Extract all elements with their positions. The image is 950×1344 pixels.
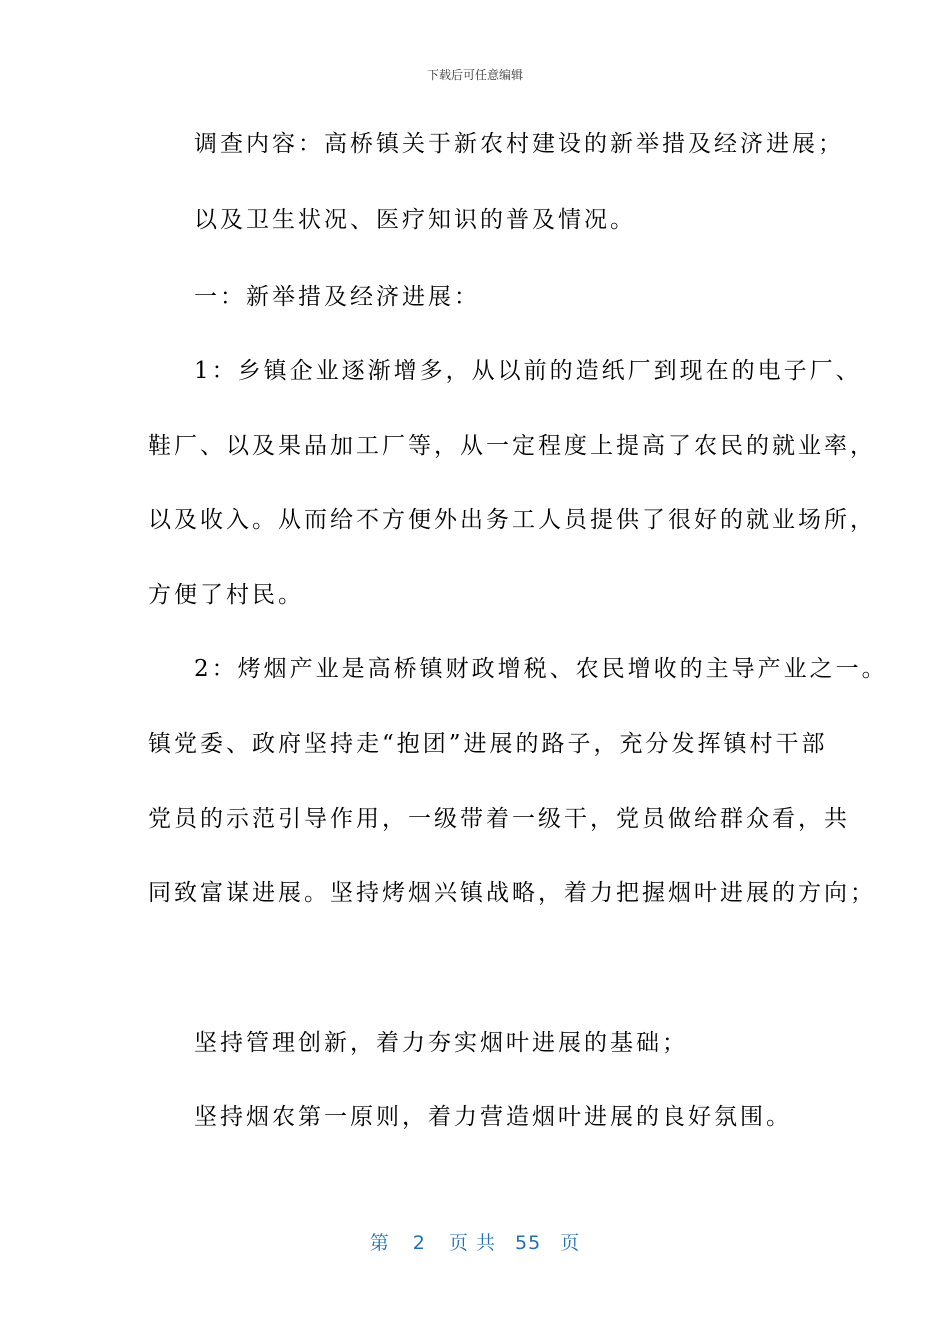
paragraph-line: 以及收入。从而给不方便外出务工人员提供了很好的就业场所， [148,507,876,533]
paragraph-line: 坚持管理创新，着力夯实烟叶进展的基础； [194,1030,688,1056]
paragraph-line: 党员的示范引导作用，一级带着一级干，党员做给群众看，共 [148,806,850,832]
footer-current-page: 2 [412,1232,426,1254]
footer-total-pages: 55 [515,1232,542,1254]
paragraph-line: 鞋厂、以及果品加工厂等，从一定程度上提高了农民的就业率， [148,433,876,459]
paragraph-line: 坚持烟农第一原则，着力营造烟叶进展的良好氛围。 [194,1104,792,1130]
page-footer [0,1228,950,1255]
paragraph-line: 镇党委、政府坚持走“抱团”进展的路子，充分发挥镇村干部 [148,731,828,757]
paragraph-line: 方便了村民。 [148,582,304,608]
footer-prefix: 第 [369,1232,390,1254]
paragraph-line: 同致富谋进展。坚持烤烟兴镇战略，着力把握烟叶进展的方向； [148,880,876,906]
paragraph-line: 1：乡镇企业逐渐增多，从以前的造纸厂到现在的电子厂、 [194,358,862,384]
paragraph-line: 以及卫生状况、医疗知识的普及情况。 [194,207,636,233]
header-note: 下载后可任意编辑 [426,68,523,82]
paragraph-line: 调查内容：高桥镇关于新农村建设的新举措及经济进展； [194,131,844,157]
paragraph-line: 2：烤烟产业是高桥镇财政增税、农民增收的主导产业之一。 [194,656,888,682]
section-heading: 一：新举措及经济进展： [194,284,480,310]
footer-middle: 页 共 [448,1232,496,1254]
footer-suffix: 页 [560,1232,581,1254]
